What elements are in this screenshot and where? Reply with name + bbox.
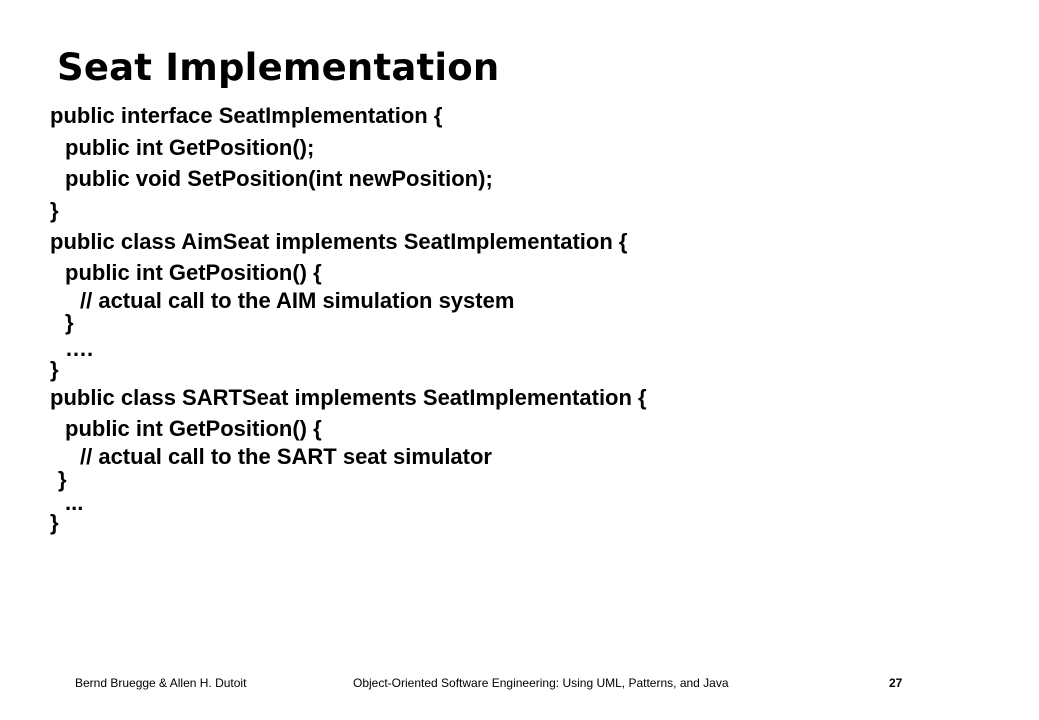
code-line: } xyxy=(65,310,74,335)
footer-book-title: Object-Oriented Software Engineering: Using UML, Patterns, and Java xyxy=(353,676,729,690)
code-line: // actual call to the SART seat simulator xyxy=(80,444,492,469)
code-line: public class AimSeat implements SeatImplementation { xyxy=(50,229,628,254)
code-line: } xyxy=(50,198,59,223)
slide-title: Seat Implementation xyxy=(57,46,500,89)
code-line: public interface SeatImplementation { xyxy=(50,103,443,128)
code-line: public int GetPosition(); xyxy=(65,135,315,160)
code-line: ... xyxy=(65,490,84,515)
code-line: } xyxy=(50,357,59,382)
code-line: // actual call to the AIM simulation system xyxy=(80,288,515,313)
code-line: public int GetPosition() { xyxy=(65,260,322,285)
code-line: public class SARTSeat implements SeatImplementation { xyxy=(50,385,647,410)
code-line: } xyxy=(58,467,67,492)
footer-authors: Bernd Bruegge & Allen H. Dutoit xyxy=(75,676,247,690)
code-line: } xyxy=(50,510,59,535)
code-line: public void SetPosition(int newPosition); xyxy=(65,166,493,191)
page-number: 27 xyxy=(889,676,903,690)
code-line: public int GetPosition() { xyxy=(65,416,322,441)
code-line: …. xyxy=(65,336,94,361)
